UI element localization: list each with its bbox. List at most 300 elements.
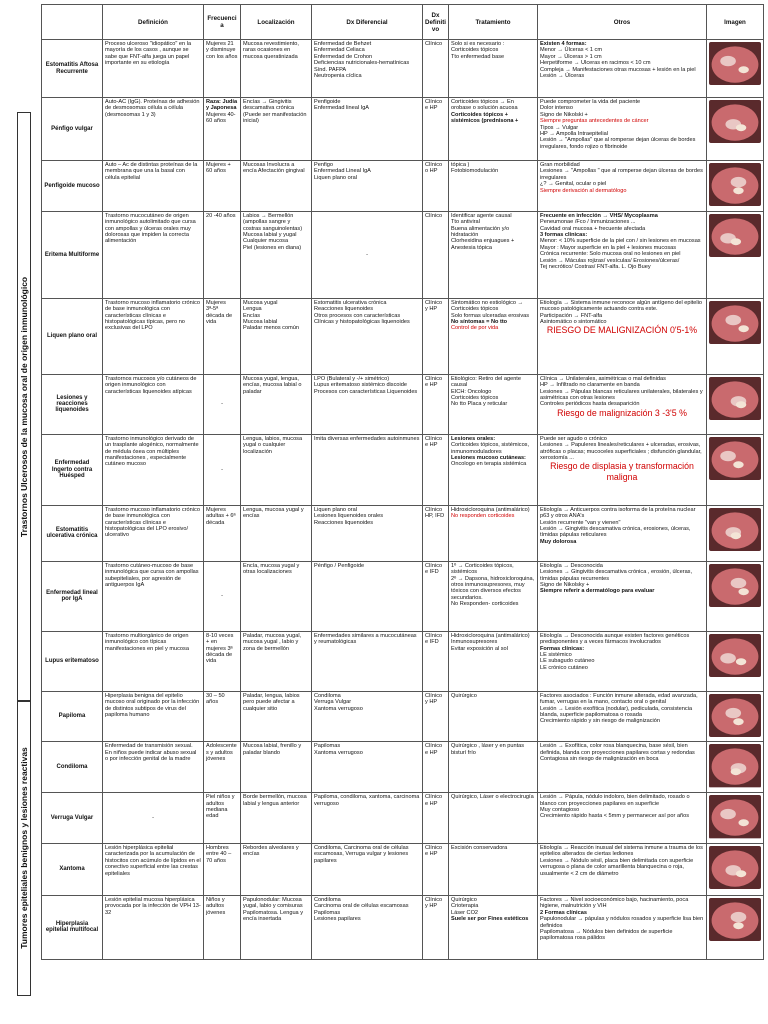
row-title: Lesiones y reacciones liquenoides	[42, 374, 103, 434]
cell-line: Controles periódicos hasta desaparición	[540, 401, 640, 408]
table-row	[42, 631, 764, 691]
cell-line: Factores asociados : Función inmune alterada, edad avanzada, fumar, verrugas en la mano, contacto oral o genital	[540, 692, 698, 706]
cell-line: Siempre referir a dermatólogo para evaluar	[540, 588, 655, 595]
cell-line: No Responden- corticoides	[451, 601, 519, 608]
cell-line: Lesión → Máculas rojizas/ vesículas/ Erosiones/úlceras/	[540, 257, 680, 264]
cell-line: Deficiencias nutricionales-hematínicas	[314, 60, 410, 67]
cell-line: Condiloma	[314, 692, 341, 699]
cell-line: Carcinoma oral de células escamosas	[314, 903, 409, 910]
cell-line: Lengua, labios, mucosa yugal o cualquier localización	[243, 435, 303, 455]
cell-line: Niños y adultos jóvenes	[206, 896, 226, 916]
table-row	[42, 843, 764, 895]
cell-line: Herpetiforme → Ulceras en racimos < 10 cm	[540, 60, 651, 67]
cell-line: Etiología → Reacción inusual del sistema inmune a trauma de los epitelios alterados de ciertas lediones	[540, 844, 703, 858]
cell-line: RIESGO DE MALIGNIZACIÓN 0'5-1%	[546, 325, 698, 336]
cell-line: Participación → FNT-alfa	[540, 312, 603, 319]
cell-line: Auto-AC (IgG). Proteínas de adhesión de desmosomas célula a célula (desmosomas 1 y 3)	[105, 99, 200, 118]
cell-otros	[538, 793, 707, 844]
cell-line: LPO (Bulateral y -/+ simétrico)	[314, 375, 390, 382]
cell-line: Clínico e IFD	[425, 562, 443, 576]
clinical-photo	[709, 694, 761, 737]
cell-line: Liquen plano oral	[314, 506, 357, 513]
cell-dx-definitivo	[423, 40, 449, 98]
cell-line: Dolor intenso	[540, 105, 573, 112]
group-label-benign	[11, 700, 37, 996]
cell-line: Papulonodular → pápulas y nódulos rosados y superficie lisa bien definidos	[540, 916, 704, 929]
cell-line: Riesgo de displasia y transformación maligna	[550, 461, 694, 483]
cell-line: Corticoides tópicos + sistémicos (prednisona +	[451, 111, 519, 125]
photo-shape	[736, 658, 746, 665]
header-row	[42, 5, 764, 40]
cell-otros	[538, 505, 707, 561]
cell-dx-diferencial	[312, 843, 423, 895]
cell-line: Hidroxicloroquina (antimalárico)	[451, 632, 530, 639]
cell-line: Siempre derivación al dermatólogo	[540, 187, 627, 194]
cell-line: Etiológico: Retiro del agente causal	[451, 375, 521, 389]
cell-line: Evitar exposición al sol	[451, 645, 508, 652]
cell-dx-diferencial	[312, 161, 423, 212]
group-label-text: Trastornos Ulcerosos de la mucosa oral de origen inmunológico	[19, 276, 30, 538]
cell-line: Otros procesos con características Clínicas y histopatológicas liquenoides	[314, 312, 410, 325]
cell-line: Lesiones → Papuleres lineales/reticulares + ulceradas, erosivas, atróficas o placas; mucoceles superficiales ; disfunción glandular, xerostomía ...	[540, 442, 702, 461]
cell-definicion	[103, 98, 204, 161]
cell-line: Lesión recurrente "van y vienen"	[540, 519, 621, 526]
cell-otros	[538, 374, 707, 434]
cell-imagen	[707, 98, 764, 161]
cell-line: Etiología → Desconocida aunque existen factores genéticos predisponentes y a veces fármacos involucrados	[540, 632, 690, 646]
row-title: Lupus eritematoso	[42, 631, 103, 691]
cell-definicion	[103, 161, 204, 212]
cell-line: Solo formas ulceradas erosivas	[451, 312, 530, 319]
cell-imagen	[707, 742, 764, 793]
cell-line: Corticoides tópicos	[451, 394, 499, 401]
cell-line: Enfermedad de Crohon	[314, 53, 373, 60]
cell-frecuencia	[204, 434, 241, 505]
cell-line: EICH: Oncologo	[451, 388, 492, 395]
cell-line: Cavidad oral mucosa + frecuente afectada	[540, 225, 646, 232]
photo-shape	[731, 578, 747, 588]
clinical-photo	[709, 846, 761, 889]
cell-dx-definitivo	[423, 742, 449, 793]
cell-line: LE sistémico	[540, 651, 572, 658]
cell-otros	[538, 298, 707, 374]
cell-line: Imita diversas enfermedades autoinmunes	[314, 435, 420, 442]
cell-tratamiento	[449, 793, 538, 844]
cell-localizacion	[241, 161, 312, 212]
cell-line: Láser CO2	[451, 909, 479, 916]
clinical-photo	[709, 377, 761, 420]
cell-line: Menor: < 10% superficie de la piel con / sin lesiones en mucosas	[540, 238, 701, 245]
cell-line: Asintomático o sintomático	[540, 318, 607, 325]
cell-line: Quirúrgico	[451, 896, 477, 903]
cell-definicion	[103, 843, 204, 895]
cell-line: Lesión → Úlceras	[540, 73, 585, 80]
table-row	[42, 161, 764, 212]
cell-frecuencia	[204, 561, 241, 631]
header-tratamiento: Tratamiento	[449, 5, 538, 40]
cell-line: Mujeres + 60 años	[206, 162, 231, 175]
cell-line: Condiloma, Carcinoma oral de células escamosas, Verruga vulgar y lesiones papilares	[314, 844, 409, 864]
cell-line: Mucosa yugal, lengua, encías, mucosa labial o paladar	[243, 375, 302, 395]
cell-line: Clínico y HP	[425, 692, 443, 706]
cell-line: Crioterapia	[451, 903, 479, 910]
cell-line: Cualquier mucosa	[243, 238, 289, 245]
cell-localizacion	[241, 211, 312, 298]
clinical-photo	[709, 163, 761, 206]
cell-imagen	[707, 895, 764, 959]
cell-frecuencia	[204, 895, 241, 959]
cell-line: Tej necrótico/ Costras/ FNT-alfa. L. Ojo Buey	[540, 263, 651, 270]
cell-line: Trastorno cutáneo-mucoso de base inmunológica que cursa con ampollas subepiteliales, por agresión de antiguerpos IgA	[105, 562, 199, 588]
cell-otros	[538, 434, 707, 505]
cell-line: Paladar, mucosa yugal, mucosa yugal , labio y zona de bermellón	[243, 632, 302, 652]
cell-line: Neutropenia cíclica	[314, 73, 362, 80]
cell-line: -	[221, 593, 223, 600]
cell-tratamiento	[449, 691, 538, 742]
cell-line: Signo de Nikolski +	[540, 111, 588, 118]
photo-shape	[738, 819, 748, 826]
cell-line: Estomatitis ulcerativa crónica	[314, 299, 387, 306]
cell-dx-diferencial	[312, 211, 423, 298]
clinical-photo	[709, 100, 761, 143]
cell-line: Muy contagioso	[540, 807, 580, 814]
table-row	[42, 505, 764, 561]
row-title: Xantoma	[42, 843, 103, 895]
group-label-text: Tumores epiteliales benignos y lesiones reactivas	[19, 747, 30, 949]
cell-line: -	[221, 466, 223, 473]
row-title: Condiloma	[42, 742, 103, 793]
cell-localizacion	[241, 843, 312, 895]
cell-imagen	[707, 561, 764, 631]
cell-line: Lesiones orales:	[451, 435, 496, 442]
table-row	[42, 561, 764, 631]
cell-localizacion	[241, 434, 312, 505]
cell-otros	[538, 161, 707, 212]
photo-shape	[738, 588, 748, 595]
cell-line: Lesión epitelial mucosa hiperplásica provocada por la infección de VPH 13-32	[105, 896, 201, 916]
cell-line: Clínico	[425, 212, 443, 219]
cell-definicion	[103, 374, 204, 434]
cell-line: -	[221, 401, 223, 408]
cell-line: Procesos con características Liquenoides	[314, 388, 418, 395]
cell-definicion	[103, 298, 204, 374]
cell-line: Lesión → "Ampollas" que al romperse dejan úlceras de bordes irregulares, fondo rojizo o fibrinoide	[540, 137, 696, 150]
photo-shape	[731, 912, 747, 922]
header-dx-definitivo: Dx Definitivo	[423, 5, 449, 40]
header-otros: Otros	[538, 5, 707, 40]
header-imagen: Imagen	[707, 5, 764, 40]
cell-frecuencia	[204, 161, 241, 212]
cell-line: Clínico e HP	[425, 844, 443, 858]
table-row	[42, 434, 764, 505]
cell-line: Papilomas	[314, 909, 341, 916]
cell-line: Mucosa labial y yugal	[243, 231, 297, 238]
cell-dx-diferencial	[312, 691, 423, 742]
cell-line: Encías → Gingivitis descamativa crónica (Puede ser manifestación inicial)	[243, 99, 307, 125]
cell-tratamiento	[449, 40, 538, 98]
header-localizacion: Localización	[241, 5, 312, 40]
cell-line: 30 – 50 años	[206, 692, 225, 706]
photo-shape	[720, 653, 736, 663]
row-title: Papiloma	[42, 691, 103, 742]
cell-line: Pénfigo / Penfigoide	[314, 562, 365, 569]
cell-otros	[538, 895, 707, 959]
cell-localizacion	[241, 691, 312, 742]
cell-line: Enfermedad de Behzet	[314, 41, 372, 47]
cell-dx-definitivo	[423, 434, 449, 505]
cell-line: -	[152, 814, 154, 821]
cell-line: Mayor : Mayor superficie en la piel + lesiones mucosas	[540, 244, 677, 251]
cell-line: Lesiones papilares	[314, 916, 361, 923]
cell-line: Clínico o HP	[425, 162, 443, 175]
cell-dx-diferencial	[312, 742, 423, 793]
cell-line: Puede comprometer la vida del paciente	[540, 99, 641, 105]
clinical-photo	[709, 437, 761, 480]
cell-dx-definitivo	[423, 895, 449, 959]
group-label-box	[17, 700, 31, 996]
table-row	[42, 691, 764, 742]
cell-line: Suele ser por Fines estéticos	[451, 916, 529, 923]
cell-definicion	[103, 211, 204, 298]
row-title: Enfermedad lineal por IgA	[42, 561, 103, 631]
cell-line: Trastorno mucocutáneo de origen inmunológico autolimitado que cursa con ampollas y úlceras orales muy dolorosas que impiden la correcta alimentación	[105, 212, 196, 245]
cell-dx-diferencial	[312, 793, 423, 844]
cell-line: Enfermedad de transmisión sexual. En niños puede indicar abuso sexual o por infección genital de la madre	[105, 743, 197, 763]
cell-line: 2 Formas clínicas	[540, 909, 587, 916]
cell-line: Mujeres 21 y disminuye con los años	[206, 41, 238, 60]
cell-line: No síntomas = No tto	[451, 318, 508, 325]
row-title: Hiperplasia epitelial multifocal	[42, 895, 103, 959]
cell-line: Penfigo	[314, 162, 333, 168]
cell-line: tópica )	[451, 162, 470, 168]
cell-frecuencia	[204, 691, 241, 742]
cell-line: Mucosa revestimiento, raras ocasiones en mucosa queratinizada	[243, 41, 299, 60]
cell-localizacion	[241, 742, 312, 793]
cell-line: Mujeres 3ª-5ª década de vida	[206, 299, 233, 325]
cell-line: Clínico y HP	[425, 896, 443, 910]
cell-line: Inmunosupresores	[451, 639, 498, 646]
cell-localizacion	[241, 98, 312, 161]
cell-line: Menor → Úlceras < 1 cm	[540, 47, 603, 54]
cell-line: 2º → Dapsona, hidroxicloroquina, otros inmunosupresores, muy tóxicos con diversos efectos secundarios.	[451, 575, 535, 601]
cell-line: No tto Placa y reticular	[451, 401, 508, 408]
cell-otros	[538, 40, 707, 98]
cell-imagen	[707, 793, 764, 844]
cell-line: Quirúrgico, Láser o electrocirugía	[451, 794, 534, 801]
cell-line: 3 formas clínicas:	[540, 231, 588, 238]
header-definicion: Definición	[103, 5, 204, 40]
cell-line: Proceso ulceroso "idiopático" en la mayoría de los casos , aunque se sabe que FNT-alfa juega un papel importante en su etiología	[105, 41, 192, 67]
cell-otros	[538, 98, 707, 161]
cell-localizacion	[241, 298, 312, 374]
cell-frecuencia	[204, 211, 241, 298]
header-dx-diferencial: Dx Diferencial	[312, 5, 423, 40]
cell-imagen	[707, 40, 764, 98]
cell-frecuencia	[204, 98, 241, 161]
cell-frecuencia	[204, 505, 241, 561]
cell-line: Sintomático no estiológico →	[451, 299, 524, 306]
cell-tratamiento	[449, 742, 538, 793]
cell-tratamiento	[449, 211, 538, 298]
cell-line: Trastorno inmunológico derivado de un trasplante alogénico, normalmente de médula ósea con múltiples manifestaciones , especialmente cutáneo mucoso	[105, 435, 199, 468]
cell-line: Crónica recurrente: Solo mucosa oral no lesiones en piel	[540, 251, 681, 258]
clinical-photo	[709, 301, 761, 344]
table-row	[42, 211, 764, 298]
clinical-photo	[709, 795, 761, 838]
photo-shape	[733, 718, 743, 725]
header-name	[42, 5, 103, 40]
cell-line: Encías	[243, 312, 261, 319]
cell-dx-definitivo	[423, 561, 449, 631]
cell-line: Gran morbilidad	[540, 162, 580, 168]
cell-line: Oncologo en terapia sistémica	[451, 461, 527, 468]
cell-dx-definitivo	[423, 793, 449, 844]
cell-line: Corticoides tópicos	[451, 306, 499, 313]
cell-definicion	[103, 434, 204, 505]
cell-line: Lesiones → Pápulas blancas reticulares unilaterales, bilaterales y asimétricas con otras lesiones	[540, 388, 703, 401]
cell-imagen	[707, 505, 764, 561]
table-row	[42, 895, 764, 959]
photo-shape	[736, 401, 746, 408]
cell-line: Clínico e HP	[425, 435, 443, 449]
cell-otros	[538, 691, 707, 742]
cell-dx-diferencial	[312, 505, 423, 561]
cell-line: Lesiones liquenoides orales	[314, 513, 384, 520]
cell-tratamiento	[449, 561, 538, 631]
cell-imagen	[707, 298, 764, 374]
cell-dx-diferencial	[312, 895, 423, 959]
cell-line: Hombres entre 40 – 70 años	[206, 844, 232, 864]
cell-line: Clorhexidina enjuagues + Anestesia tópica	[451, 238, 515, 251]
cell-definicion	[103, 561, 204, 631]
photo-shape	[731, 177, 747, 187]
cell-line: Peneumonae /Fco / Inmunizaciones ...	[540, 219, 636, 226]
cell-imagen	[707, 691, 764, 742]
cell-definicion	[103, 742, 204, 793]
cell-line: Etiología → Desconocida	[540, 562, 603, 569]
cell-line: 20 -40 años	[206, 212, 236, 219]
cell-line: Reacciones liquenoides	[314, 519, 374, 526]
cell-line: Papilomatosa → Nódulos bien definidos de superficie papilomatosa rosa pálidos	[540, 928, 673, 942]
cell-line: Papilomas	[314, 743, 341, 750]
cell-line: Lesión → Lesión exofítica (nodular), pediculada, consistencia blanda, superficie papilomatosa o rosada	[540, 705, 693, 718]
cell-line: Piel (lesiones en diana)	[243, 244, 302, 251]
cell-line: Lengua	[243, 306, 262, 313]
cell-localizacion	[241, 895, 312, 959]
cell-line: Sínd. PAFPA	[314, 66, 347, 73]
cell-line: Trastorno mucoso inflamatorio crónico de base inmunológica con características clínicas e histopatológicas del LPO erosivo/ ulcerativo	[105, 506, 200, 539]
cell-line: Lengua, mucosa yugal y encías	[243, 506, 304, 520]
cell-otros	[538, 742, 707, 793]
row-title: Penfigoide mucoso	[42, 161, 103, 212]
cell-dx-definitivo	[423, 843, 449, 895]
cell-imagen	[707, 843, 764, 895]
cell-dx-definitivo	[423, 211, 449, 298]
cell-line: Trastornos mucosos y/o cutáneos de origen inmunológico con características liquenoides atípicas	[105, 375, 197, 395]
cell-line: Corticoides tópicos → En orobase o solución acuosa	[451, 99, 518, 112]
table-row	[42, 98, 764, 161]
cell-frecuencia	[204, 843, 241, 895]
photo-shape	[738, 66, 748, 73]
cell-line: Xantoma verrugoso	[314, 705, 363, 712]
photo-shape	[731, 238, 741, 245]
cell-line: Lesiones mucoso cutáneas:	[451, 454, 526, 461]
cell-line: Clínica → Unilaterales, asimétricas o mal definidas	[540, 375, 666, 382]
group-label-immune	[11, 112, 37, 702]
cell-line: Signo de Nikolsky +	[540, 581, 590, 588]
cell-line: Piel niños y adultos mediana edad	[206, 794, 235, 820]
header-frecuencia: Frecuencia	[204, 5, 241, 40]
cell-line: Corticoides tópicos	[451, 47, 499, 54]
cell-dx-diferencial	[312, 561, 423, 631]
cell-dx-diferencial	[312, 98, 423, 161]
photo-shape	[736, 870, 746, 877]
cell-dx-diferencial	[312, 374, 423, 434]
cell-line: Reacciones liquenoides	[314, 306, 374, 313]
cell-frecuencia	[204, 374, 241, 434]
table-row	[42, 40, 764, 98]
cell-line: Lesión → Pápula, nódulo indoloro, bien delimitado, rosado o blanco con proyecciones papilares en superficie	[540, 794, 690, 807]
cell-line: Fotobiomodulación	[451, 168, 499, 175]
cell-line: Tipos → Vulgar	[540, 124, 579, 131]
photo-shape	[720, 809, 736, 819]
cell-line: Etiología → Sistema inmune reconoce algún antígeno del epitelio mucoso patológicamente actuando contra este.	[540, 299, 703, 313]
row-title: Eritema Multiforme	[42, 211, 103, 298]
cell-localizacion	[241, 793, 312, 844]
cell-line: Borde bermellón, mucosa labial y lengua anterior	[243, 794, 307, 807]
cell-tratamiento	[449, 895, 538, 959]
table-row	[42, 742, 764, 793]
cell-line: Clínico y HP	[425, 299, 443, 313]
photo-shape	[731, 769, 741, 776]
cell-frecuencia	[204, 793, 241, 844]
cell-line: Quirúrgico , láser y en puntas bisturí frío	[451, 743, 525, 756]
cell-dx-definitivo	[423, 691, 449, 742]
cell-imagen	[707, 631, 764, 691]
cell-line: Verruga Vulgar	[314, 699, 352, 706]
cell-tratamiento	[449, 374, 538, 434]
cell-dx-diferencial	[312, 434, 423, 505]
row-title: Liquen plano oral	[42, 298, 103, 374]
cell-dx-definitivo	[423, 98, 449, 161]
cell-line: Enfermedades similares a mucocutáneas y reumatológicas	[314, 632, 417, 646]
cell-localizacion	[241, 561, 312, 631]
cell-line: Mujeres 40-60 años	[206, 111, 236, 125]
clinical-photo	[709, 898, 761, 941]
cell-line: Mayor → Úlceras > 1 cm	[540, 53, 602, 60]
cell-line: Lesiones → Nódulo sésil, placa bien delimitada con superficie verrugosa o plana de color amarillenta blanquecina o roja, usualmente < 2 cm de diámetro	[540, 857, 694, 877]
clinical-photo	[709, 508, 761, 551]
cell-line: Corticoides tópicos, sistémicos, inmunomoduladores	[451, 442, 530, 455]
row-title: Estomatitis Aftosa Recurrente	[42, 40, 103, 98]
cell-imagen	[707, 161, 764, 212]
cell-line: Lesiones → "Ampollas " que al romperse dejan úlceras de bordes irregulares	[540, 168, 703, 181]
cell-tratamiento	[449, 98, 538, 161]
cell-definicion	[103, 793, 204, 844]
cell-line: Xantoma verrugoso	[314, 749, 363, 756]
cell-line: Mucosa labial	[243, 318, 278, 325]
cell-line: Puede ser agudo o crónico	[540, 435, 607, 442]
cell-frecuencia	[204, 631, 241, 691]
cell-line: Papulonodular: Mucosa yugal, labio y comisuras Papilomatosa. Lengua y encía insertada	[243, 896, 304, 923]
cell-line: Mucosa yugal	[243, 299, 278, 306]
cell-dx-definitivo	[423, 505, 449, 561]
cell-dx-diferencial	[312, 40, 423, 98]
cell-line: Clínico e HP	[425, 375, 443, 389]
cell-localizacion	[241, 505, 312, 561]
cell-tratamiento	[449, 631, 538, 691]
cell-tratamiento	[449, 434, 538, 505]
